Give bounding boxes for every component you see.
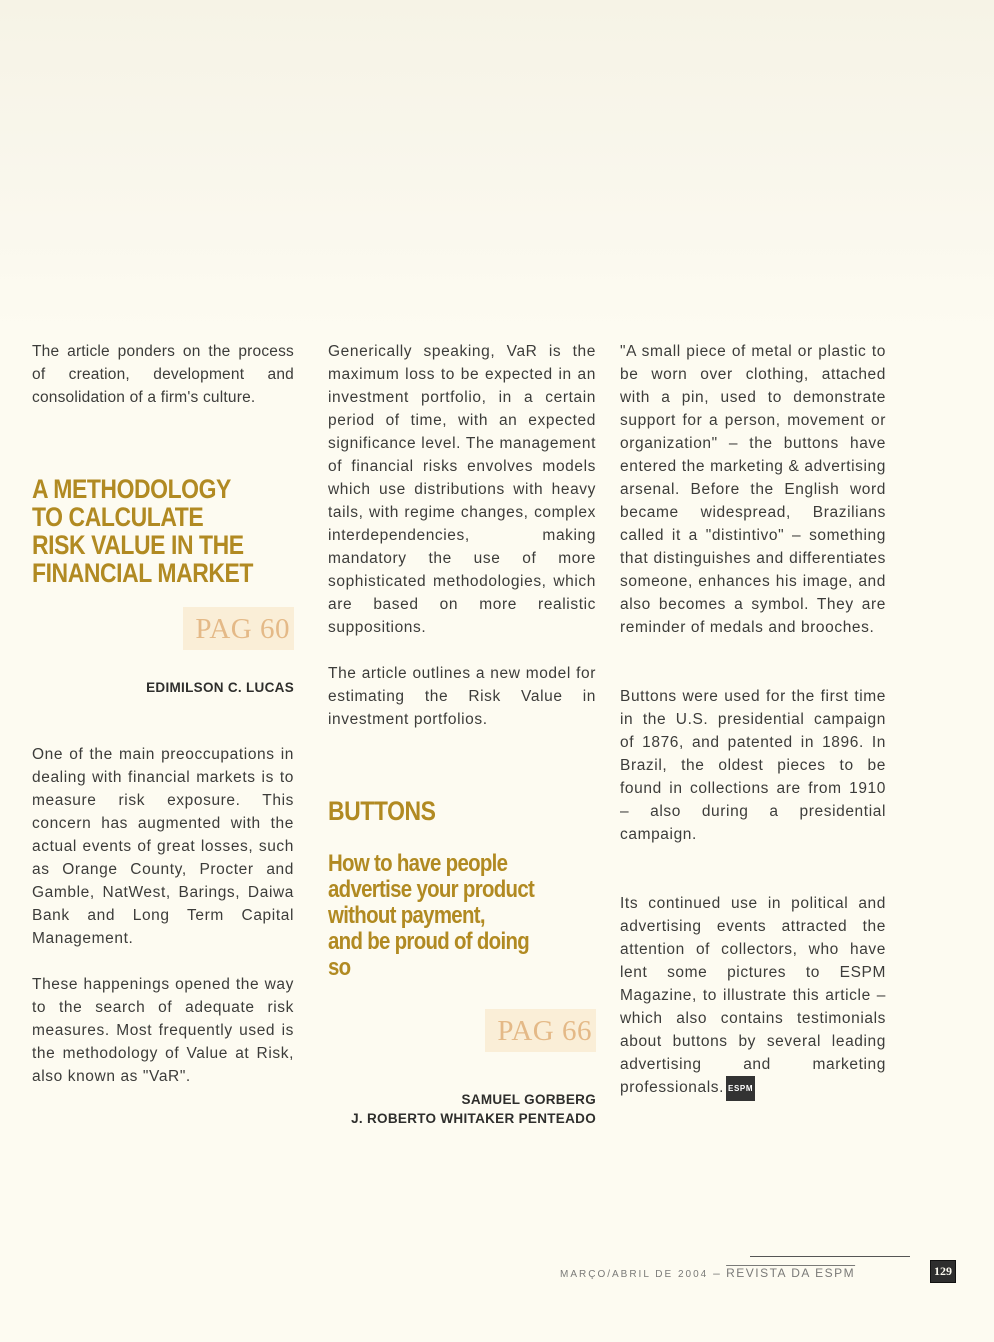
page-reference: PAG 60 bbox=[183, 607, 294, 650]
article-subhead bbox=[328, 851, 596, 981]
author-name: SAMUEL GORBERG bbox=[461, 1092, 596, 1107]
subhead-line: advertise your product bbox=[328, 876, 535, 903]
headline-line: RISK VALUE IN THE bbox=[32, 530, 244, 560]
page-reference: PAG 66 bbox=[485, 1009, 596, 1052]
authors-block bbox=[328, 1090, 596, 1128]
page-ref-wrapper bbox=[32, 607, 294, 650]
page-ref-wrapper bbox=[328, 1009, 596, 1052]
page-number: 129 bbox=[930, 1260, 956, 1283]
column-middle bbox=[328, 340, 596, 1128]
body-paragraph bbox=[620, 892, 886, 1101]
issue-date: MARÇO/ABRIL DE 2004 bbox=[560, 1269, 709, 1280]
footer-rule bbox=[750, 1256, 910, 1257]
faded-background-area bbox=[0, 0, 994, 330]
headline-line: A METHODOLOGY bbox=[32, 474, 231, 504]
column-left bbox=[32, 340, 294, 1088]
page-footer bbox=[560, 1262, 952, 1280]
closing-text: Its continued use in political and advertising events attracted the attention of collectors, who have lent some pictures to ESPM Magazine, to illustrate this article – which also contains testimonials about buttons by several leading advertising and marketing professionals. bbox=[620, 895, 886, 1096]
body-paragraph: The article outlines a new model for estimating the Risk Value in investment portfolios. bbox=[328, 665, 596, 728]
body-paragraph: These happenings opened the way to the search of adequate risk measures. Most frequently used is the methodology of Value at Risk, also known as "VaR". bbox=[32, 976, 294, 1085]
subhead-line: and be proud of doing so bbox=[328, 928, 530, 981]
column-right bbox=[620, 340, 886, 1101]
author-name: J. ROBERTO WHITAKER PENTEADO bbox=[351, 1111, 596, 1126]
subhead-line: How to have people bbox=[328, 850, 508, 877]
headline-line: FINANCIAL MARKET bbox=[32, 558, 253, 588]
espm-end-mark-logo: ESPM bbox=[726, 1076, 755, 1101]
footer-line bbox=[560, 1262, 855, 1280]
subhead-line: without payment, bbox=[328, 902, 485, 929]
footer-separator: – bbox=[713, 1266, 722, 1280]
body-paragraph: One of the main preoccupations in dealing with financial markets is to measure risk exposure. This concern has augmented with the actual events of great losses, such as Orange County, Procter and Gamble, NatWest, Barings, Daiwa Bank and Long Term Capital Management. bbox=[32, 746, 294, 947]
article-headline-buttons: BUTTONS bbox=[328, 796, 436, 826]
body-paragraph: Buttons were used for the first time in the U.S. presidential campaign of 1876, and patented in 1896. In Brazil, the oldest pieces to be found in collections are from 1910 – also during a presidential campaign. bbox=[620, 688, 886, 843]
body-paragraph: Generically speaking, VaR is the maximum loss to be expected in an investment portfolio, in a certain period of time, with an expected significance level. The management of financial risks envolves models which use distributions with heavy tails, with regime changes, complex interdependencies, making mandatory the use of more sophisticated methodologies, which are based on more realistic suppositions. bbox=[328, 343, 596, 636]
author-name: EDIMILSON C. LUCAS bbox=[146, 680, 294, 695]
body-paragraph: "A small piece of metal or plastic to be worn over clothing, attached with a pin, used to demonstrate support for a person, movement or organization" – the buttons have entered the marketing & advertising arsenal. Before the English word became widespread, Brazilians called it a "distintivo" – something that distinguishes and differentiates someone, enhances his image, and also becomes a symbol. They are reminder of medals and brooches. bbox=[620, 343, 886, 636]
magazine-name: REVISTA DA ESPM bbox=[726, 1266, 856, 1280]
intro-paragraph: The article ponders on the process of creation, development and consolidation of a firm's culture. bbox=[32, 343, 294, 406]
headline-line: TO CALCULATE bbox=[32, 502, 204, 532]
article-headline-methodology bbox=[32, 475, 294, 587]
